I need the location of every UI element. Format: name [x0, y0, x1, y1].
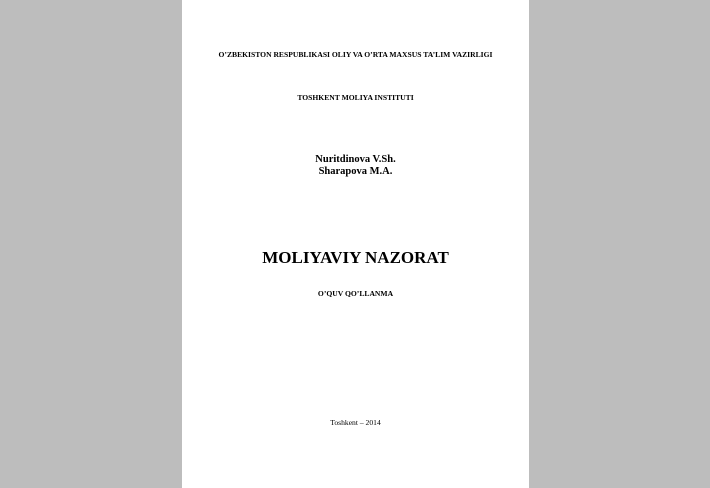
document-page [182, 0, 529, 488]
document-subtitle: O’QUV QO’LLANMA [317, 289, 394, 298]
ministry-heading: O’ZBEKISTON RESPUBLIKASI OLIY VA O’RTA MAXSUS TA’LIM VAZIRLIGI [218, 50, 493, 59]
document-title: MOLIYAVIY NAZORAT [262, 248, 449, 267]
author-name: Sharapova M.A. [318, 166, 393, 177]
author-name: Nuritdinova V.Sh. [315, 154, 396, 165]
institute-heading: TOSHKENT MOLIYA INSTITUTI [297, 93, 414, 102]
place-year: Toshkent – 2014 [330, 418, 381, 427]
